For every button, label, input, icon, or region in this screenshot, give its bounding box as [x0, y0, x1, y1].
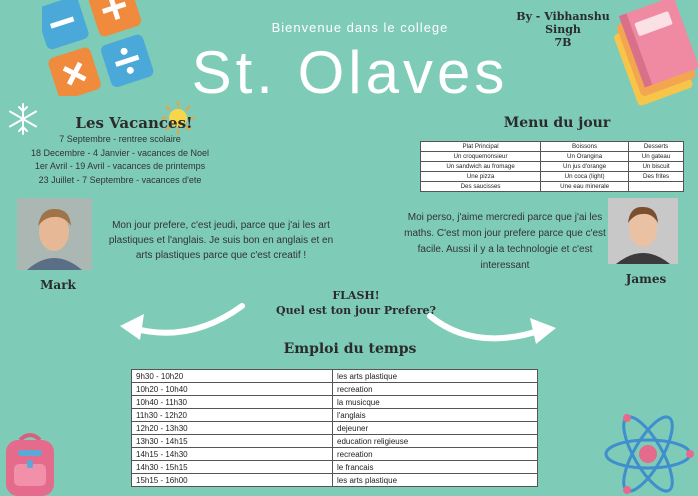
- menu-cell: Des frites: [629, 172, 684, 182]
- james-photo: [608, 198, 678, 264]
- vacances-item: 7 Septembre - rentree scolaire: [59, 134, 181, 144]
- schedule-subject: le francais: [333, 461, 538, 474]
- james-name: James: [625, 272, 667, 286]
- table-row: [132, 474, 538, 487]
- menu-row: [421, 182, 684, 192]
- person-icon: [17, 198, 92, 270]
- schedule-subject: les arts plastique: [333, 370, 538, 383]
- menu-cell: Un sandwich au fromage: [421, 162, 541, 172]
- schedule-subject: les arts plastique: [333, 474, 538, 487]
- vacances-title: Les Vacances!: [75, 114, 193, 132]
- menu-cell: [629, 182, 684, 192]
- schedule-time: 15h15 - 16h00: [132, 474, 333, 487]
- menu-header-cell: Desserts: [629, 142, 684, 152]
- schedule-time: 14h30 - 15h15: [132, 461, 333, 474]
- vacances-item: 23 Juillet - 7 Septembre - vacances d'ete: [38, 174, 202, 185]
- schedule-time: 14h15 - 14h30: [132, 448, 333, 461]
- menu-row: [421, 162, 684, 172]
- welcome-text: Bienvenue dans le college: [271, 20, 449, 35]
- menu-header-cell: Plat Principal: [421, 142, 541, 152]
- james-text: Moi perso, j'aime mercredi parce que j'ai les maths. C'est mon jour prefere parce que c'est facile. Aussi il y a la technologie et c'est interessant: [404, 212, 606, 271]
- schedule-time: 10h20 - 10h40: [132, 383, 333, 396]
- mark-name: Mark: [40, 278, 76, 292]
- table-row: [132, 435, 538, 448]
- emploi-title: Emploi du temps: [283, 341, 417, 357]
- schedule-subject: recreation: [333, 448, 538, 461]
- mark-text: Mon jour prefere, c'est jeudi, parce que j'ai les art plastiques et l'anglais. Je suis bon en anglais et en arts plastiques parce que c'est creatif !: [108, 220, 334, 261]
- table-row: [132, 370, 538, 383]
- vacances-list: [4, 133, 236, 187]
- person-icon: [608, 198, 678, 264]
- author-block: [498, 10, 628, 49]
- table-row: [132, 422, 538, 435]
- calculator-icon: [42, 0, 162, 96]
- vacances-item: 1er Avril - 19 Avril - vacances de printemps: [34, 161, 206, 171]
- menu-cell: Un croquemonsieur: [421, 152, 541, 162]
- schedule-time: 13h30 - 14h15: [132, 435, 333, 448]
- menu-cell: Une pizza: [421, 172, 541, 182]
- table-row: [132, 396, 538, 409]
- menu-title: Menu du jour: [503, 115, 611, 131]
- menu-cell: Un Orangina: [541, 152, 629, 162]
- schedule-subject: dejeuner: [333, 422, 538, 435]
- schedule-table: [131, 369, 538, 487]
- schedule-time: 11h30 - 12h20: [132, 409, 333, 422]
- mark-photo: [17, 198, 92, 270]
- schedule-subject: la musicque: [333, 396, 538, 409]
- table-row: [132, 461, 538, 474]
- menu-cell: Une eau minerale: [541, 182, 629, 192]
- atom-icon: [598, 404, 698, 496]
- menu-row: [421, 152, 684, 162]
- flash-label: FLASH!: [332, 289, 380, 302]
- menu-cell: Un jus d'orange: [541, 162, 629, 172]
- menu-cell: Un gateau: [629, 152, 684, 162]
- table-row: [132, 383, 538, 396]
- menu-table: [420, 141, 684, 192]
- author-name: By - Vibhanshu Singh: [516, 10, 610, 36]
- schedule-time: 10h40 - 11h30: [132, 396, 333, 409]
- menu-cell: Un biscuit: [629, 162, 684, 172]
- table-row: [132, 409, 538, 422]
- schedule-subject: l'anglais: [333, 409, 538, 422]
- menu-header-cell: Boissons: [541, 142, 629, 152]
- flash-question: Quel est ton jour Prefere?: [276, 304, 436, 317]
- backpack-icon: [0, 430, 60, 496]
- arrow-left-icon: [110, 296, 250, 352]
- table-row: [132, 448, 538, 461]
- author-class: 7B: [554, 36, 572, 49]
- schedule-time: 9h30 - 10h20: [132, 370, 333, 383]
- menu-row: [421, 172, 684, 182]
- schedule-time: 12h20 - 13h30: [132, 422, 333, 435]
- snowflake-icon: [6, 102, 40, 136]
- page-title: St. Olaves: [191, 39, 509, 106]
- schedule-subject: recreation: [333, 383, 538, 396]
- vacances-item: 18 Decembre - 4 Janvier - vacances de Noel: [30, 147, 210, 158]
- menu-cell: Un coca (light): [541, 172, 629, 182]
- menu-cell: Des saucisses: [421, 182, 541, 192]
- menu-header-row: [421, 142, 684, 152]
- schedule-subject: education religieuse: [333, 435, 538, 448]
